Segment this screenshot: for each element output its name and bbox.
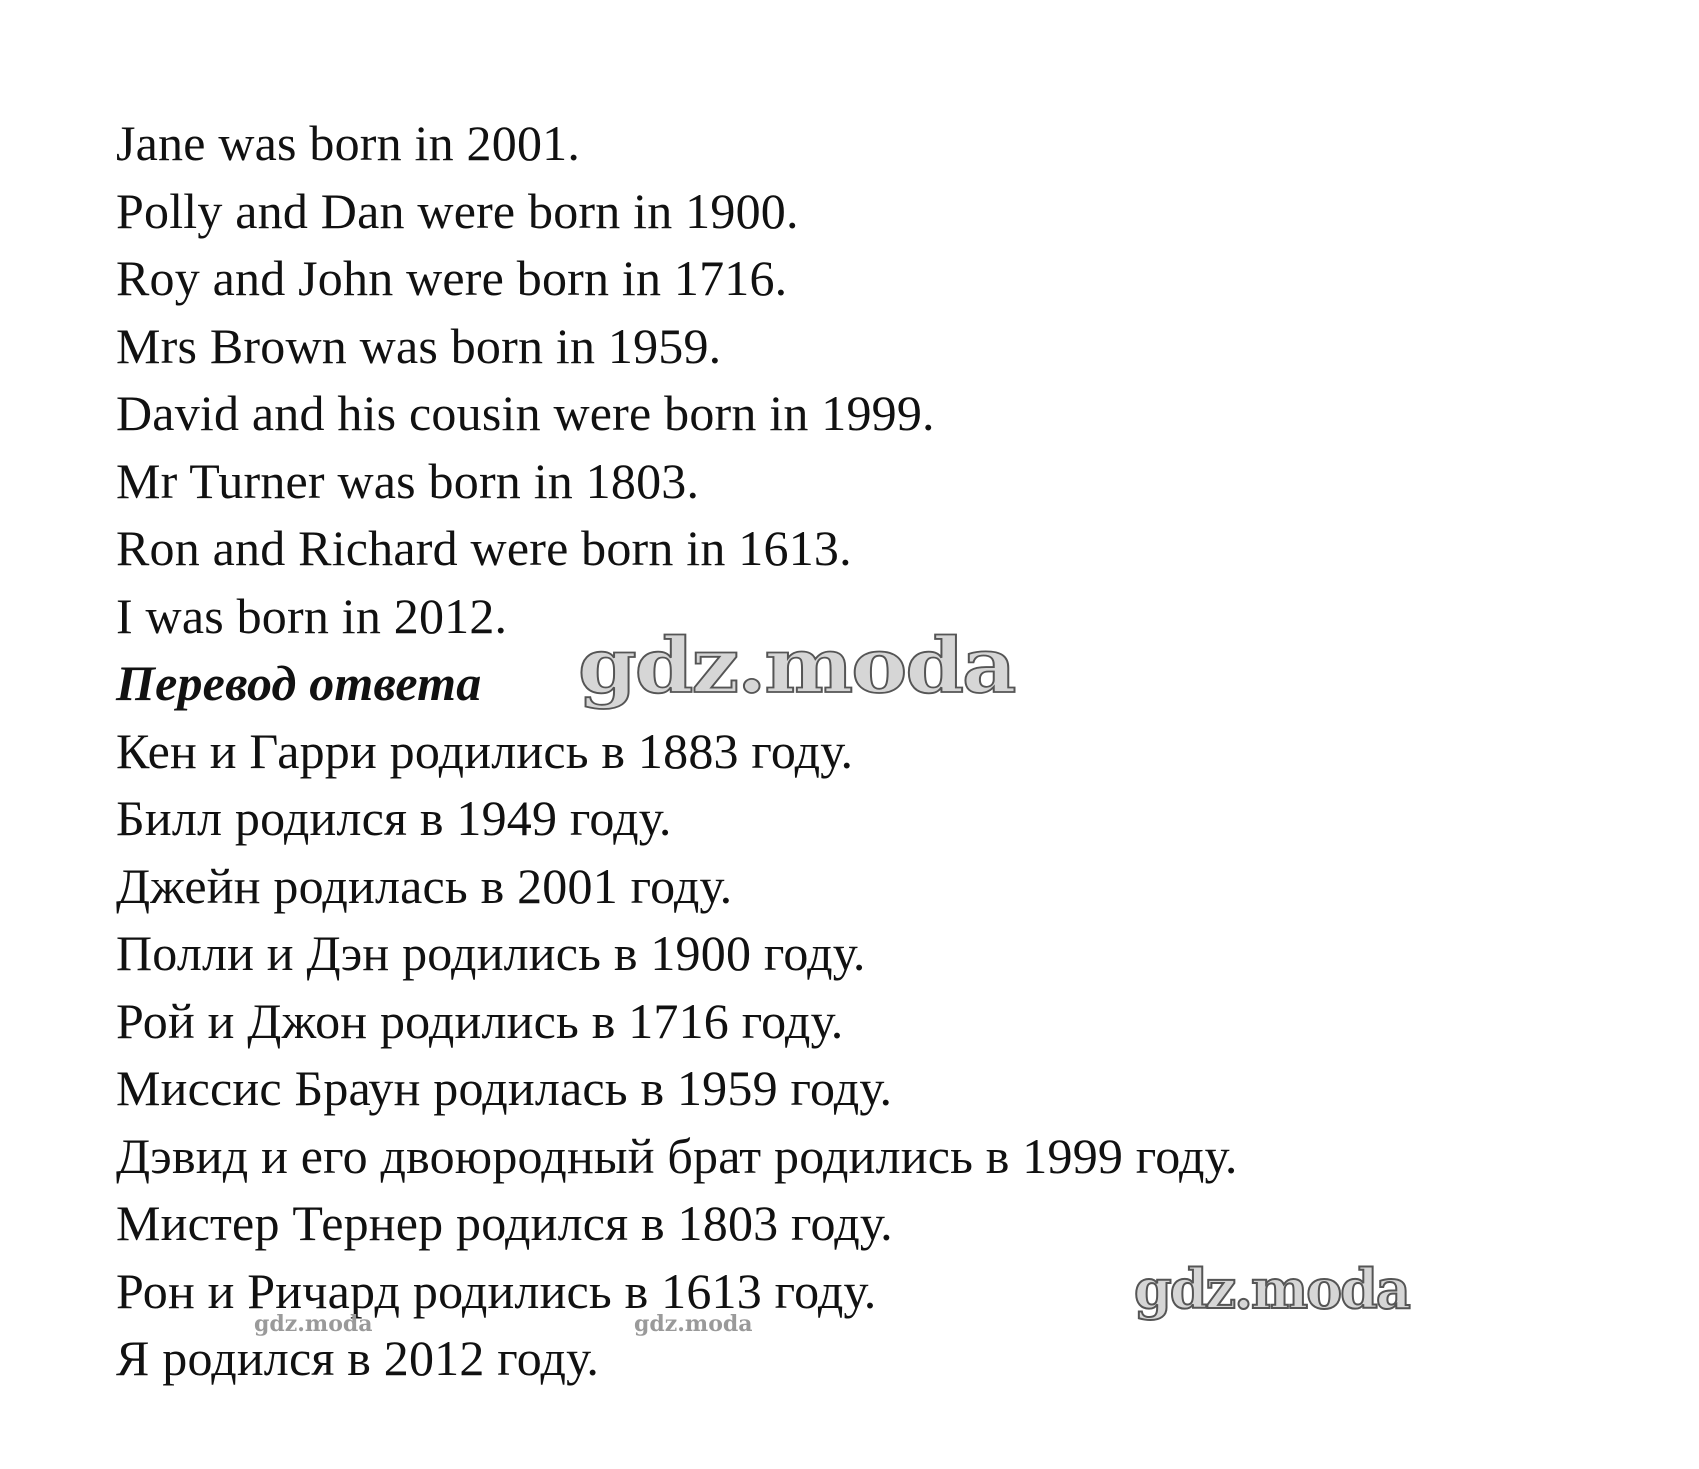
russian-line-7: Дэвид и его двоюродный брат родились в 1999 году. bbox=[116, 1127, 1238, 1184]
english-line-7: Ron and Richard were born in 1613. bbox=[116, 520, 852, 576]
english-line-6: Mr Turner was born in 1803. bbox=[116, 452, 700, 509]
watermark-small: gdz.moda bbox=[634, 1311, 753, 1337]
translation-heading: Перевод ответа bbox=[116, 655, 482, 711]
russian-line-9: Рон и Ричард родились в 1613 году. bbox=[116, 1262, 877, 1319]
watermark-large: gdz.moda bbox=[1134, 1257, 1409, 1321]
russian-line-10: Я родился в 2012 году. bbox=[116, 1330, 600, 1386]
english-line-5: David and his cousin were born in 1999. bbox=[116, 385, 935, 441]
russian-line-1: Кен и Гарри родились в 1883 году. bbox=[116, 722, 854, 779]
russian-line-5: Рой и Джон родились в 1716 году. bbox=[116, 992, 844, 1049]
watermark-large: gdz.moda bbox=[578, 620, 1015, 710]
russian-line-3: Джейн родилась в 2001 году. bbox=[116, 857, 733, 914]
russian-line-2: Билл родился в 1949 году. bbox=[116, 790, 672, 846]
document-body bbox=[116, 110, 1616, 1393]
english-line-2: Polly and Dan were born in 1900. bbox=[116, 182, 799, 239]
russian-line-6: Миссис Браун родилась в 1959 году. bbox=[116, 1060, 893, 1116]
english-line-4: Mrs Brown was born in 1959. bbox=[116, 317, 722, 374]
russian-line-4: Полли и Дэн родились в 1900 году. bbox=[116, 925, 866, 981]
english-line-8: I was born in 2012. bbox=[116, 587, 508, 644]
watermark-small: gdz.moda bbox=[254, 1311, 373, 1337]
russian-line-8: Мистер Тернер родился в 1803 году. bbox=[116, 1195, 893, 1251]
english-line-3: Roy and John were born in 1716. bbox=[116, 250, 788, 306]
english-line-1: Jane was born in 2001. bbox=[116, 115, 581, 171]
